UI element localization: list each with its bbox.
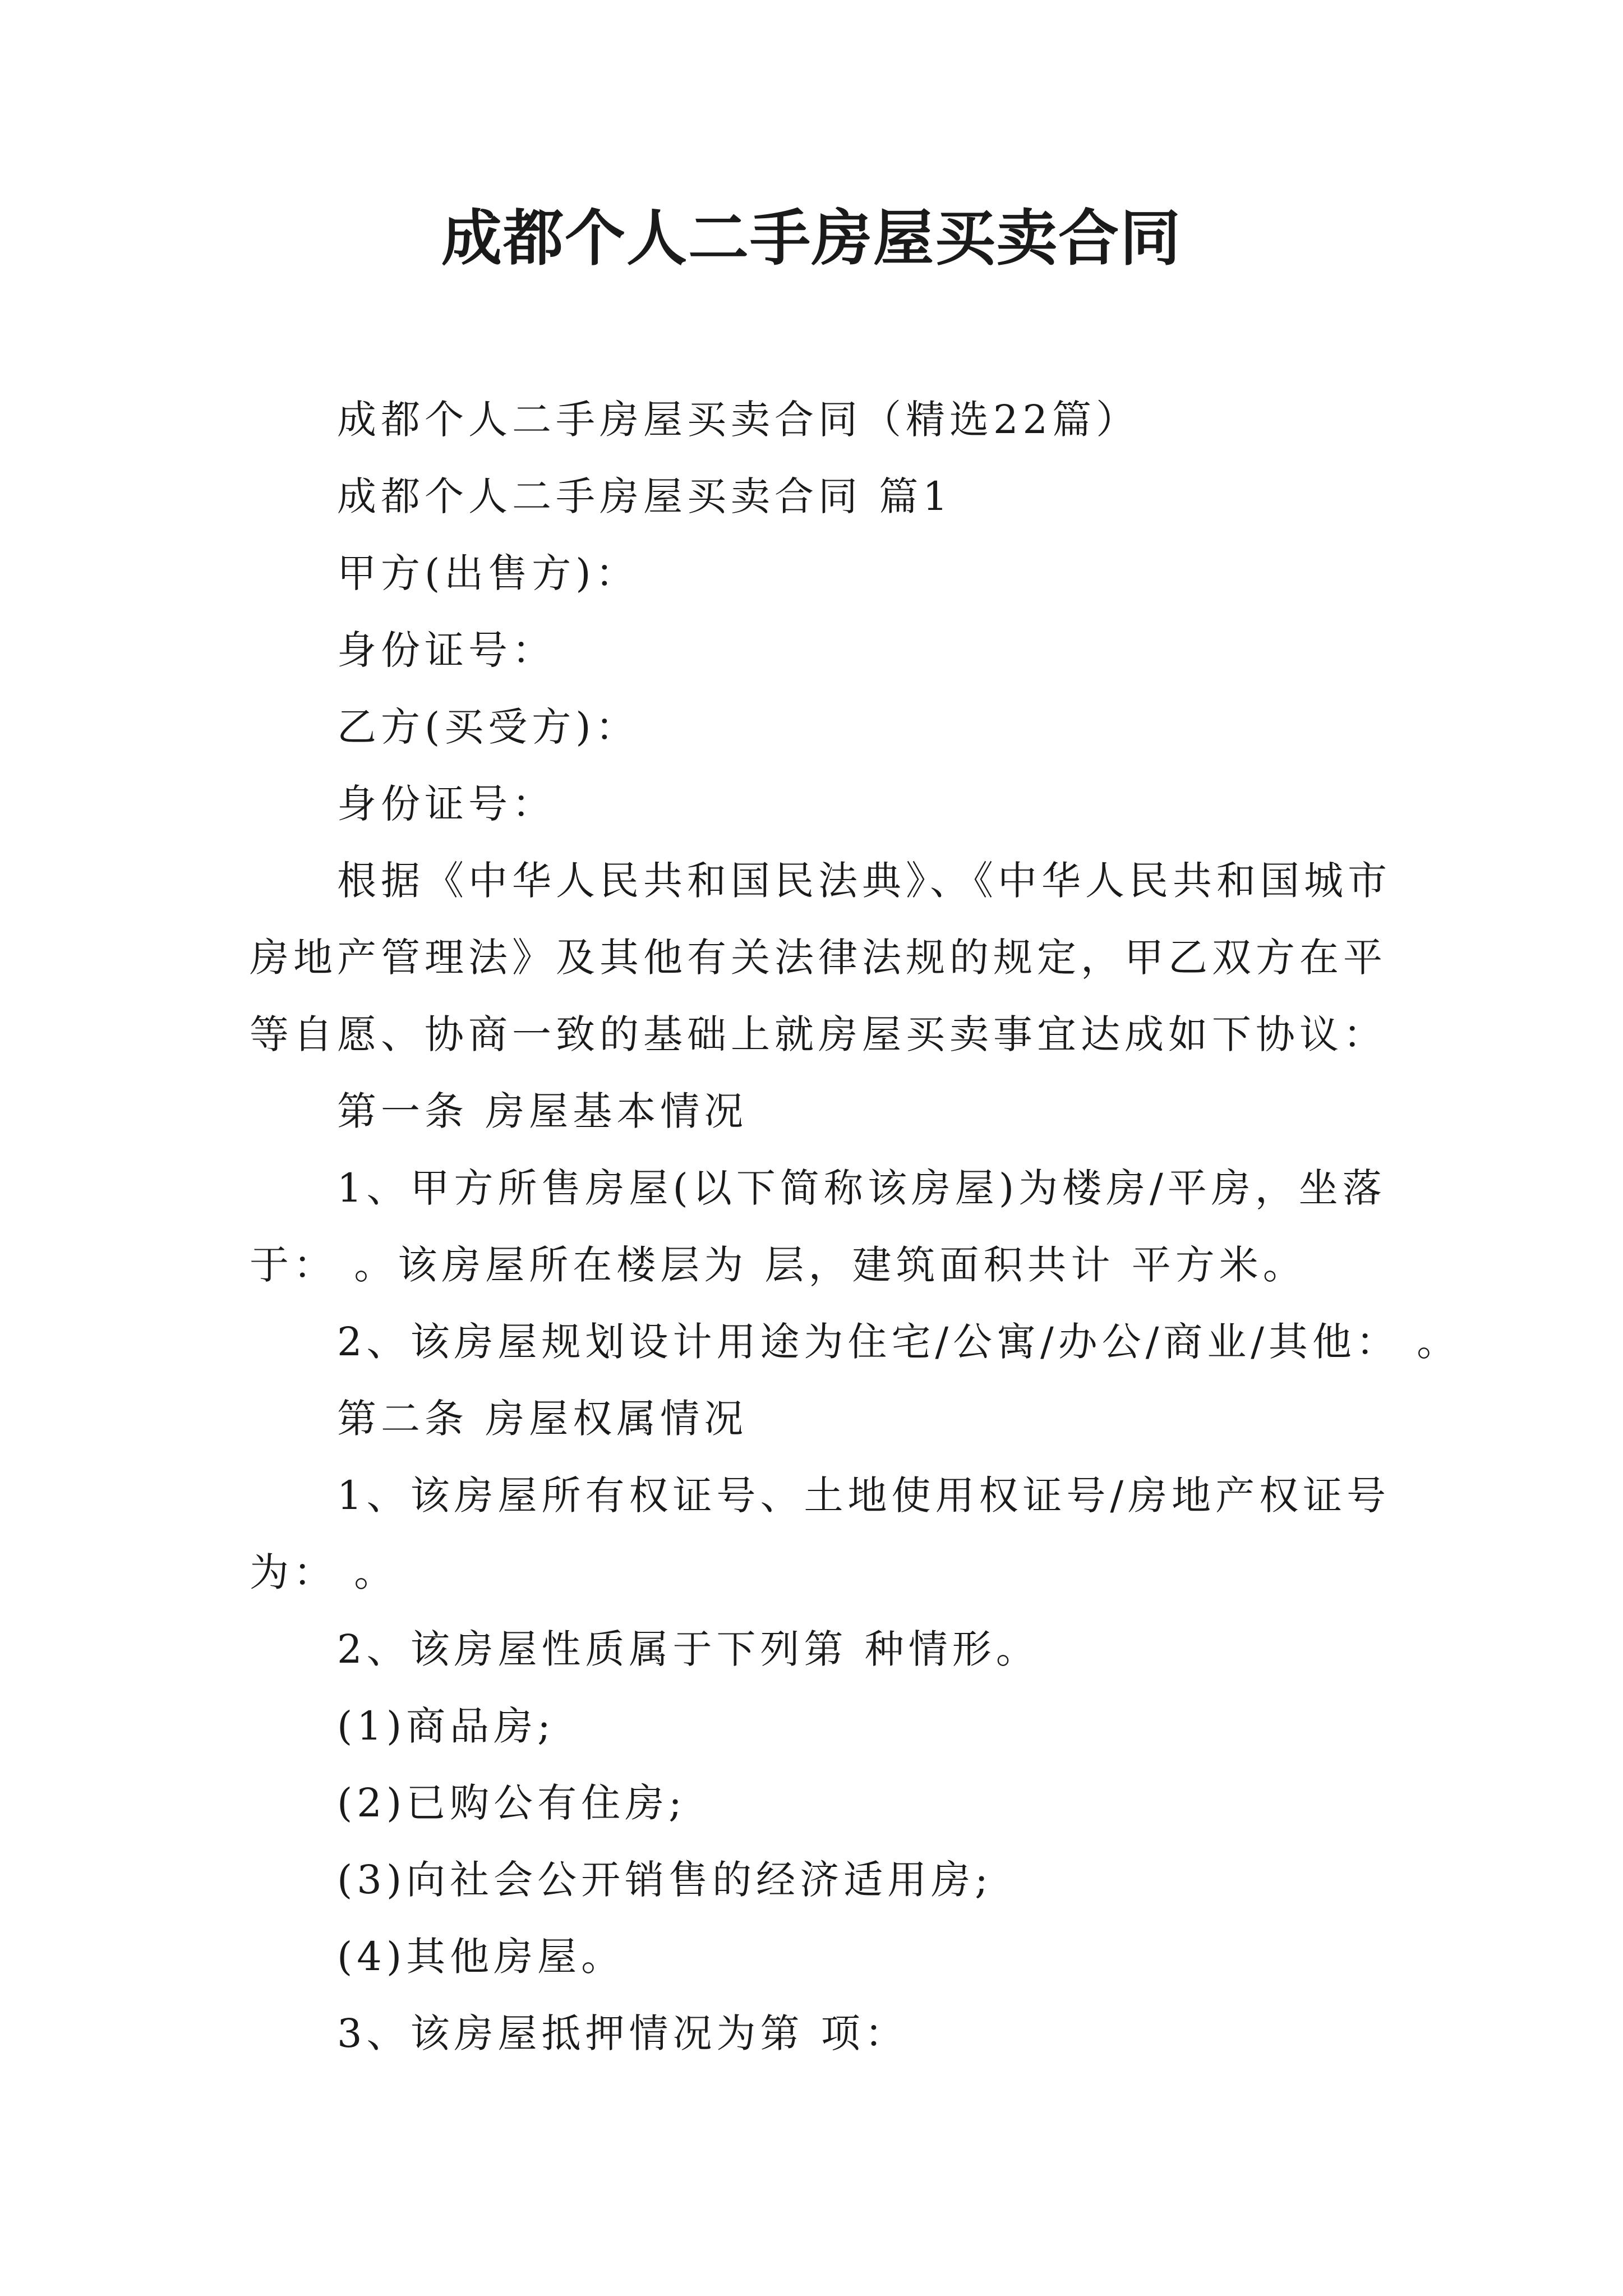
section-heading: 第一条 房屋基本情况 bbox=[337, 1088, 748, 1134]
list-item: (2)已购公有住房; bbox=[337, 1780, 686, 1826]
paragraph: 根据《中华人民共和国民法典》、《中华人民共和国城市房地产管理法》及其他有关法律法规的规定，甲乙双方在平等自愿、协商一致的基础上就房屋买卖事宜达成如下协议： bbox=[250, 858, 1391, 1057]
paragraph: 2、该房屋规划设计用途为住宅/公寓/办公/商业/其他： 。 bbox=[337, 1319, 1461, 1365]
document-body bbox=[250, 381, 1461, 2072]
section-heading: 第二条 房屋权属情况 bbox=[337, 1396, 748, 1442]
paragraph: 身份证号： bbox=[337, 781, 556, 827]
paragraph: 乙方(买受方)： bbox=[337, 704, 639, 750]
document-title: 成都个人二手房屋买卖合同 bbox=[441, 203, 1182, 274]
paragraph: 甲方(出售方)： bbox=[337, 550, 639, 596]
list-item: (3)向社会公开销售的经济适用房; bbox=[337, 1857, 993, 1903]
paragraph: 成都个人二手房屋买卖合同（精选22篇） bbox=[337, 397, 1140, 443]
paragraph: 1、该房屋所有权证号、土地使用权证号/房地产权证号为： 。 bbox=[250, 1473, 1391, 1595]
paragraph: 成都个人二手房屋买卖合同 篇1 bbox=[337, 473, 952, 519]
paragraph: 1、甲方所售房屋(以下简称该房屋)为楼房/平房，坐落于： 。该房屋所在楼层为 层，建筑面积共计 平方米。 bbox=[250, 1165, 1386, 1288]
paragraph: 3、该房屋抵押情况为第 项： bbox=[337, 2010, 909, 2056]
paragraph: 2、该房屋性质属于下列第 种情形。 bbox=[337, 1626, 1040, 1672]
paragraph: 身份证号： bbox=[337, 627, 556, 673]
list-item: (1)商品房; bbox=[337, 1703, 555, 1749]
list-item: (4)其他房屋。 bbox=[337, 1934, 625, 1980]
